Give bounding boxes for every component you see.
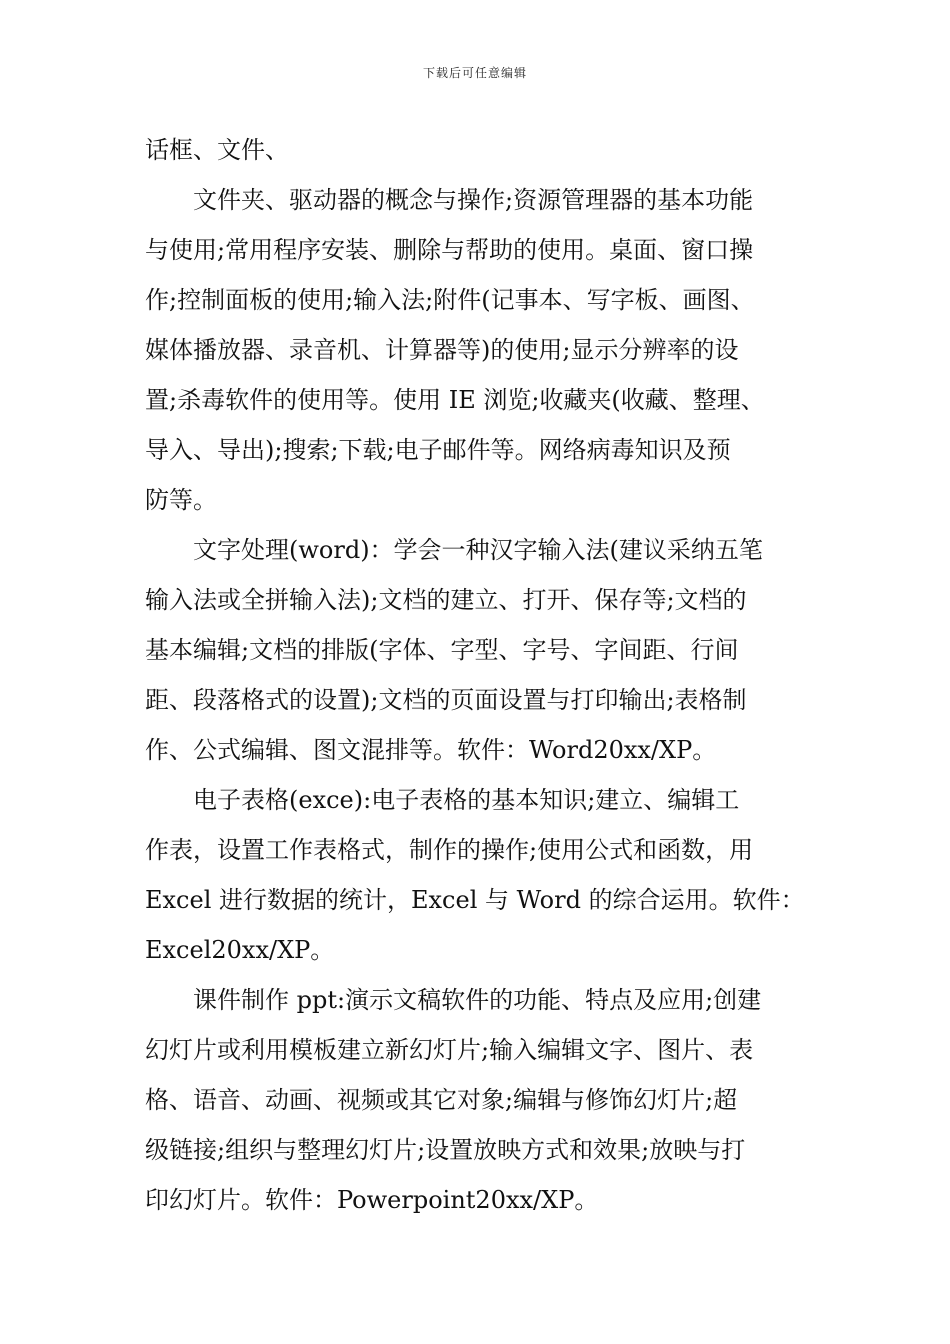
body-line: 级链接;组织与整理幻灯片;设置放映方式和效果;放映与打 (145, 1136, 746, 1164)
body-line: 文字处理(word)：学会一种汉字输入法(建议采纳五笔 (145, 536, 763, 564)
body-line: 话框、文件、 (145, 136, 289, 164)
body-line: 输入法或全拼输入法);文档的建立、打开、保存等;文档的 (145, 586, 747, 614)
body-line: 媒体播放器、录音机、计算器等)的使用;显示分辨率的设 (145, 336, 739, 364)
body-line: 电子表格(exce):电子表格的基本知识;建立、编辑工 (145, 786, 740, 814)
body-line: 作表，设置工作表格式，制作的操作;使用公式和函数，用 (145, 836, 754, 864)
page-header: 下载后可任意编辑 (422, 66, 527, 80)
body-line: 作;控制面板的使用;输入法;附件(记事本、写字板、画图、 (145, 286, 755, 314)
body-line: 导入、导出);搜索;下载;电子邮件等。网络病毒知识及预 (145, 436, 731, 464)
body-line: 格、语音、动画、视频或其它对象;编辑与修饰幻灯片;超 (145, 1086, 738, 1114)
body-line: Excel20xx/XP。 (145, 936, 335, 964)
body-line: 课件制作 ppt:演示文稿软件的功能、特点及应用;创建 (145, 986, 762, 1014)
body-line: 作、公式编辑、图文混排等。软件：Word20xx/XP。 (145, 736, 717, 764)
body-line: 文件夹、驱动器的概念与操作;资源管理器的基本功能 (145, 186, 754, 214)
body-line: 置;杀毒软件的使用等。使用 IE 浏览;收藏夹(收藏、整理、 (145, 386, 765, 414)
body-line: Excel 进行数据的统计，Excel 与 Word 的综合运用。软件： (145, 886, 805, 914)
body-line: 距、段落格式的设置);文档的页面设置与打印输出;表格制 (145, 686, 747, 714)
body-line: 与使用;常用程序安装、删除与帮助的使用。桌面、窗口操 (145, 236, 754, 264)
body-line: 防等。 (145, 486, 217, 514)
body-line: 印幻灯片。软件：Powerpoint20xx/XP。 (145, 1186, 599, 1214)
body-line: 幻灯片或利用模板建立新幻灯片;输入编辑文字、图片、表 (145, 1036, 754, 1064)
body-line: 基本编辑;文档的排版(字体、字型、字号、字间距、行间 (145, 636, 739, 664)
